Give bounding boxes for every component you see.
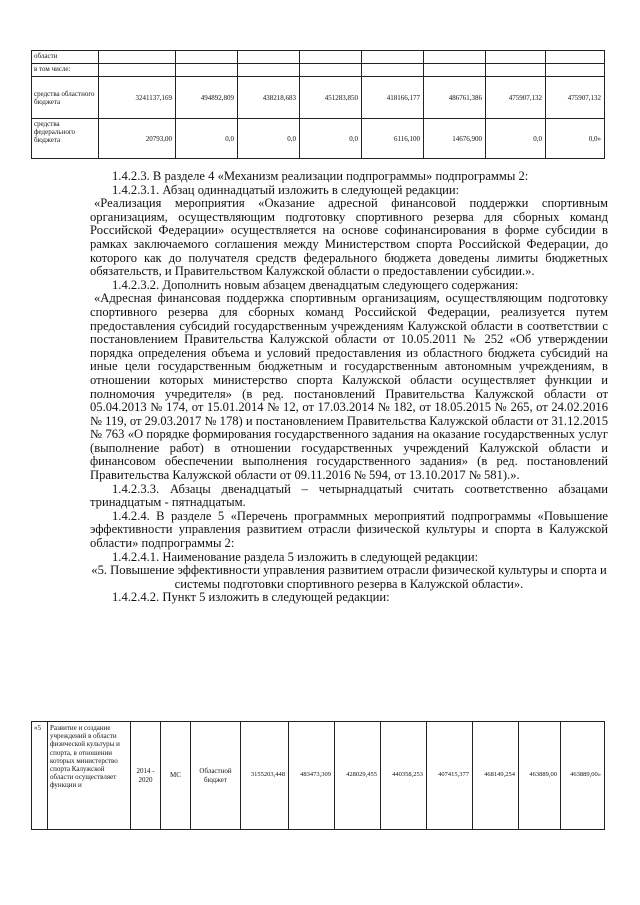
- row-label: области: [32, 51, 99, 64]
- paragraph: 1.4.2.3.1. Абзац одиннадцатый изложить в следующей редакции:: [112, 182, 460, 197]
- item-years: 2014 - 2020: [131, 722, 161, 830]
- row-label: средства федерального бюджета: [32, 119, 99, 159]
- paragraph: 1.4.2.3.2. Дополнить новым абзацем двенадцатым следующего содержания:: [112, 277, 519, 292]
- table-row: средства федерального бюджета 20793,00 0,0 0,0 0,0 6116,100 14676,900 0,0 0,0»: [32, 119, 605, 159]
- row-label: в том числе:: [32, 64, 99, 77]
- table-row: средства областного бюджета 3241137,169 494892,809 438218,683 451283,850 418166,177 486761,386 475907,132 475907,132: [32, 77, 605, 119]
- paragraph: 1.4.2.4. В разделе 5 «Перечень программных мероприятий подпрограммы «Повышение эффективности управления развитием отрасли физической культуры и спорта в Калужской области» подпрограммы 2:: [90, 508, 608, 551]
- paragraph: 1.4.2.3.3. Абзацы двенадцатый – четырнадцатый считать соответственно абзацами тринадцатым - пятнадцатым.: [90, 481, 608, 510]
- table-row: [32, 64, 605, 77]
- paragraph: 1.4.2.4.1. Наименование раздела 5 изложить в следующей редакции:: [112, 549, 479, 564]
- paragraph: «Адресная финансовая поддержка спортивным организациям, осуществляющим подготовку спортивного резерва для сборных команд Российской Федерации, реализуется путем предоставления субсидий государственным учреждениям Калужской области в соответствии с постановлением Правительства Калужской области от 10.05.2011 № 252 «Об утверждении порядка определения объема и условий предоставления из областного бюджета субсидий на иные цели государственным бюджетным и государственным автономным учреждениям, в отношении которых министерство спорта Калужской области осуществляет функции и полномочия учредителя» (в ред. постановлений Правительства Калужской области от 05.04.2013 № 174, от 15.01.2014 № 12, от 17.03.2014 № 182, от 18.05.2015 № 265, от 24.02.2016 № 119, от 29.03.2017 № 178) и постановлением Правительства Калужской области от 31.12.2015 № 763 «О порядке формирования государственного задания на оказание государственных услуг (выполнение работ) в отношении государственных учреждений Калужской области и финансовом обеспечении выполнения государственного задания» (в ред. постановлений Правительства Калужской области от 09.11.2016 № 594, от 13.10.2017 № 581).».: [90, 291, 609, 483]
- item-source: Областной бюджет: [191, 722, 241, 830]
- item-executor: МС: [161, 722, 191, 830]
- table-row: «5 Развитие и создание учреждений в области физической культуры и спорта, в отношении которых министерство спорта Калужской области осуществляет функции и 2014 - 2020 МС Областной бюджет 3155203,448 483473,309 428029,455 440358,253 407415,377 468149,254 463889,00 463889,00»: [32, 722, 605, 830]
- document-body: [90, 170, 608, 605]
- item-name: Развитие и создание учреждений в области физической культуры и спорта, в отношении которых министерство спорта Калужской области осуществляет функции и: [48, 722, 131, 830]
- paragraph: «Реализация мероприятия «Оказание адресной финансовой поддержки спортивным организациям, осуществляющим подготовку спортивного резерва для сборных команд Российской Федерации» осуществляется на основе софинансирования в форме субсидии в рамках заключаемого соглашения между Министерством спорта Российской Федерации, до которого как до получателя средств федерального бюджета доведены лимиты бюджетных обязательств, и Правительством Калужской области о предоставлении субсидии.».: [90, 196, 608, 279]
- section-title: «5. Повышение эффективности управления развитием отрасли физической культуры и спорта и системы подготовки спортивного резерва в Калужской области».: [91, 563, 607, 591]
- row-label: средства областного бюджета: [32, 77, 99, 119]
- paragraph: 1.4.2.3. В разделе 4 «Механизм реализации подпрограммы» подпрограммы 2:: [112, 169, 529, 183]
- item-number: «5: [32, 722, 48, 830]
- program-table: [31, 721, 605, 830]
- table-row: [32, 51, 605, 64]
- financing-table-top: [31, 50, 605, 159]
- paragraph: 1.4.2.4.2. Пункт 5 изложить в следующей редакции:: [112, 590, 390, 605]
